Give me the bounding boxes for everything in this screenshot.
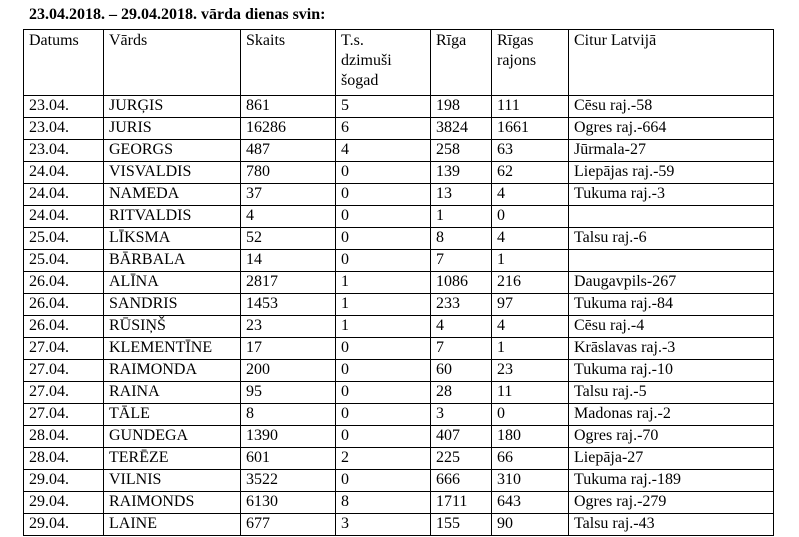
cell-riga: 60: [431, 360, 492, 382]
name-days-table: [23, 29, 774, 536]
cell-elsewhere-latvia: Ogres raj.-279: [569, 492, 774, 514]
cell-date: 23.04.: [24, 96, 104, 118]
cell-riga: 4: [431, 316, 492, 338]
cell-riga: 3: [431, 404, 492, 426]
cell-riga: 7: [431, 338, 492, 360]
cell-date: 23.04.: [24, 118, 104, 140]
cell-riga-district: 1: [492, 338, 569, 360]
table-row: [24, 426, 774, 448]
header-born-this-year: [336, 30, 431, 96]
table-row: [24, 118, 774, 140]
cell-riga: 198: [431, 96, 492, 118]
cell-born-this-year: 4: [336, 140, 431, 162]
cell-count: 1453: [241, 294, 336, 316]
cell-name: VILNIS: [104, 470, 241, 492]
cell-name: JURĢIS: [104, 96, 241, 118]
header-riga-district: [492, 30, 569, 96]
cell-date: 24.04.: [24, 206, 104, 228]
header-riga: [431, 30, 492, 96]
cell-born-this-year: 8: [336, 492, 431, 514]
table-row: [24, 206, 774, 228]
cell-elsewhere-latvia: Tukuma raj.-189: [569, 470, 774, 492]
cell-name: GUNDEGA: [104, 426, 241, 448]
table-body: [24, 96, 774, 536]
cell-elsewhere-latvia: Cēsu raj.-4: [569, 316, 774, 338]
cell-elsewhere-latvia: Cēsu raj.-58: [569, 96, 774, 118]
cell-riga-district: 180: [492, 426, 569, 448]
column-header-label: Datums: [29, 32, 79, 49]
cell-born-this-year: 0: [336, 426, 431, 448]
cell-riga: 258: [431, 140, 492, 162]
cell-born-this-year: 0: [336, 404, 431, 426]
header-elsewhere-latvia: [569, 30, 774, 96]
cell-born-this-year: 5: [336, 96, 431, 118]
table-row: [24, 360, 774, 382]
table-row: [24, 228, 774, 250]
cell-born-this-year: 3: [336, 514, 431, 536]
cell-date: 29.04.: [24, 514, 104, 536]
cell-riga-district: 23: [492, 360, 569, 382]
cell-count: 23: [241, 316, 336, 338]
column-header-label: T.s. dzimuši šogad: [341, 32, 392, 89]
cell-riga: 407: [431, 426, 492, 448]
cell-riga-district: 66: [492, 448, 569, 470]
cell-name: NAMEDA: [104, 184, 241, 206]
cell-date: 28.04.: [24, 448, 104, 470]
table-row: [24, 382, 774, 404]
table-row: [24, 316, 774, 338]
table-row: [24, 338, 774, 360]
cell-riga-district: 0: [492, 206, 569, 228]
column-header-label: Vārds: [109, 32, 148, 49]
table-row: [24, 492, 774, 514]
cell-riga-district: 216: [492, 272, 569, 294]
table-row: [24, 294, 774, 316]
cell-born-this-year: 0: [336, 250, 431, 272]
cell-name: RŪSIŅŠ: [104, 316, 241, 338]
cell-count: 487: [241, 140, 336, 162]
cell-elsewhere-latvia: Daugavpils-267: [569, 272, 774, 294]
cell-count: 37: [241, 184, 336, 206]
cell-riga-district: 0: [492, 404, 569, 426]
cell-elsewhere-latvia: Ogres raj.-70: [569, 426, 774, 448]
cell-riga-district: 90: [492, 514, 569, 536]
cell-name: BĀRBALA: [104, 250, 241, 272]
cell-riga-district: 97: [492, 294, 569, 316]
cell-elsewhere-latvia: Liepājas raj.-59: [569, 162, 774, 184]
table-header: [24, 30, 774, 96]
cell-riga-district: 310: [492, 470, 569, 492]
cell-riga: 13: [431, 184, 492, 206]
cell-date: 25.04.: [24, 228, 104, 250]
cell-elsewhere-latvia: Tukuma raj.-84: [569, 294, 774, 316]
cell-count: 95: [241, 382, 336, 404]
cell-name: VISVALDIS: [104, 162, 241, 184]
cell-born-this-year: 0: [336, 360, 431, 382]
cell-riga: 155: [431, 514, 492, 536]
header-count: [241, 30, 336, 96]
cell-date: 27.04.: [24, 382, 104, 404]
cell-born-this-year: 0: [336, 184, 431, 206]
cell-name: KLEMENTĪNE: [104, 338, 241, 360]
cell-count: 8: [241, 404, 336, 426]
cell-riga: 139: [431, 162, 492, 184]
cell-born-this-year: 1: [336, 316, 431, 338]
cell-date: 23.04.: [24, 140, 104, 162]
table-row: [24, 448, 774, 470]
cell-name: ALĪNA: [104, 272, 241, 294]
cell-riga: 7: [431, 250, 492, 272]
cell-born-this-year: 1: [336, 272, 431, 294]
cell-count: 2817: [241, 272, 336, 294]
cell-elsewhere-latvia: Madonas raj.-2: [569, 404, 774, 426]
cell-riga: 666: [431, 470, 492, 492]
cell-riga-district: 11: [492, 382, 569, 404]
cell-elsewhere-latvia: [569, 206, 774, 228]
cell-name: JURIS: [104, 118, 241, 140]
cell-name: RAINA: [104, 382, 241, 404]
cell-riga: 225: [431, 448, 492, 470]
table-row: [24, 140, 774, 162]
cell-riga: 1711: [431, 492, 492, 514]
cell-elsewhere-latvia: Ogres raj.-664: [569, 118, 774, 140]
document-title: 23.04.2018. – 29.04.2018. vārda dienas svin:: [29, 6, 326, 23]
table-row: [24, 470, 774, 492]
cell-riga: 1086: [431, 272, 492, 294]
table-row: [24, 250, 774, 272]
cell-born-this-year: 0: [336, 382, 431, 404]
table-row: [24, 272, 774, 294]
table-row: [24, 162, 774, 184]
cell-date: 24.04.: [24, 162, 104, 184]
cell-born-this-year: 6: [336, 118, 431, 140]
cell-born-this-year: 1: [336, 294, 431, 316]
cell-name: RAIMONDS: [104, 492, 241, 514]
cell-elsewhere-latvia: Liepāja-27: [569, 448, 774, 470]
cell-count: 861: [241, 96, 336, 118]
cell-riga-district: 1: [492, 250, 569, 272]
cell-count: 4: [241, 206, 336, 228]
cell-count: 16286: [241, 118, 336, 140]
cell-elsewhere-latvia: Talsu raj.-43: [569, 514, 774, 536]
cell-born-this-year: 0: [336, 162, 431, 184]
cell-elsewhere-latvia: Tukuma raj.-3: [569, 184, 774, 206]
cell-count: 601: [241, 448, 336, 470]
cell-riga: 28: [431, 382, 492, 404]
cell-date: 26.04.: [24, 294, 104, 316]
cell-date: 27.04.: [24, 360, 104, 382]
cell-date: 27.04.: [24, 338, 104, 360]
cell-born-this-year: 0: [336, 470, 431, 492]
cell-elsewhere-latvia: Jūrmala-27: [569, 140, 774, 162]
cell-count: 1390: [241, 426, 336, 448]
cell-riga-district: 1661: [492, 118, 569, 140]
cell-elsewhere-latvia: Krāslavas raj.-3: [569, 338, 774, 360]
cell-born-this-year: 0: [336, 338, 431, 360]
cell-riga-district: 4: [492, 184, 569, 206]
cell-date: 28.04.: [24, 426, 104, 448]
cell-riga-district: 111: [492, 96, 569, 118]
cell-count: 14: [241, 250, 336, 272]
cell-riga-district: 4: [492, 316, 569, 338]
cell-riga-district: 63: [492, 140, 569, 162]
cell-count: 52: [241, 228, 336, 250]
cell-name: TĀLE: [104, 404, 241, 426]
cell-date: 29.04.: [24, 492, 104, 514]
cell-name: GEORGS: [104, 140, 241, 162]
cell-date: 24.04.: [24, 184, 104, 206]
cell-count: 6130: [241, 492, 336, 514]
header-row: [24, 30, 774, 96]
header-name: [104, 30, 241, 96]
header-date: [24, 30, 104, 96]
column-header-label: Citur Latvijā: [574, 32, 657, 49]
cell-name: LAINE: [104, 514, 241, 536]
cell-riga: 1: [431, 206, 492, 228]
column-header-label: Skaits: [246, 32, 286, 49]
cell-riga: 3824: [431, 118, 492, 140]
cell-riga-district: 643: [492, 492, 569, 514]
cell-date: 26.04.: [24, 316, 104, 338]
cell-riga: 8: [431, 228, 492, 250]
cell-name: RAIMONDA: [104, 360, 241, 382]
cell-born-this-year: 2: [336, 448, 431, 470]
cell-riga: 233: [431, 294, 492, 316]
column-header-label: Rīgas rajons: [497, 32, 537, 69]
cell-elsewhere-latvia: Tukuma raj.-10: [569, 360, 774, 382]
table-row: [24, 404, 774, 426]
cell-date: 26.04.: [24, 272, 104, 294]
cell-name: SANDRIS: [104, 294, 241, 316]
cell-riga-district: 62: [492, 162, 569, 184]
cell-elsewhere-latvia: Talsu raj.-6: [569, 228, 774, 250]
cell-name: TERĒZE: [104, 448, 241, 470]
cell-count: 200: [241, 360, 336, 382]
cell-name: LĪKSMA: [104, 228, 241, 250]
table-row: [24, 514, 774, 536]
cell-riga-district: 4: [492, 228, 569, 250]
cell-elsewhere-latvia: [569, 250, 774, 272]
table-row: [24, 184, 774, 206]
cell-date: 27.04.: [24, 404, 104, 426]
table-row: [24, 96, 774, 118]
cell-count: 677: [241, 514, 336, 536]
cell-count: 17: [241, 338, 336, 360]
cell-count: 780: [241, 162, 336, 184]
cell-born-this-year: 0: [336, 206, 431, 228]
cell-elsewhere-latvia: Talsu raj.-5: [569, 382, 774, 404]
cell-date: 29.04.: [24, 470, 104, 492]
cell-name: RITVALDIS: [104, 206, 241, 228]
cell-date: 25.04.: [24, 250, 104, 272]
cell-count: 3522: [241, 470, 336, 492]
cell-born-this-year: 0: [336, 228, 431, 250]
column-header-label: Rīga: [436, 32, 467, 49]
